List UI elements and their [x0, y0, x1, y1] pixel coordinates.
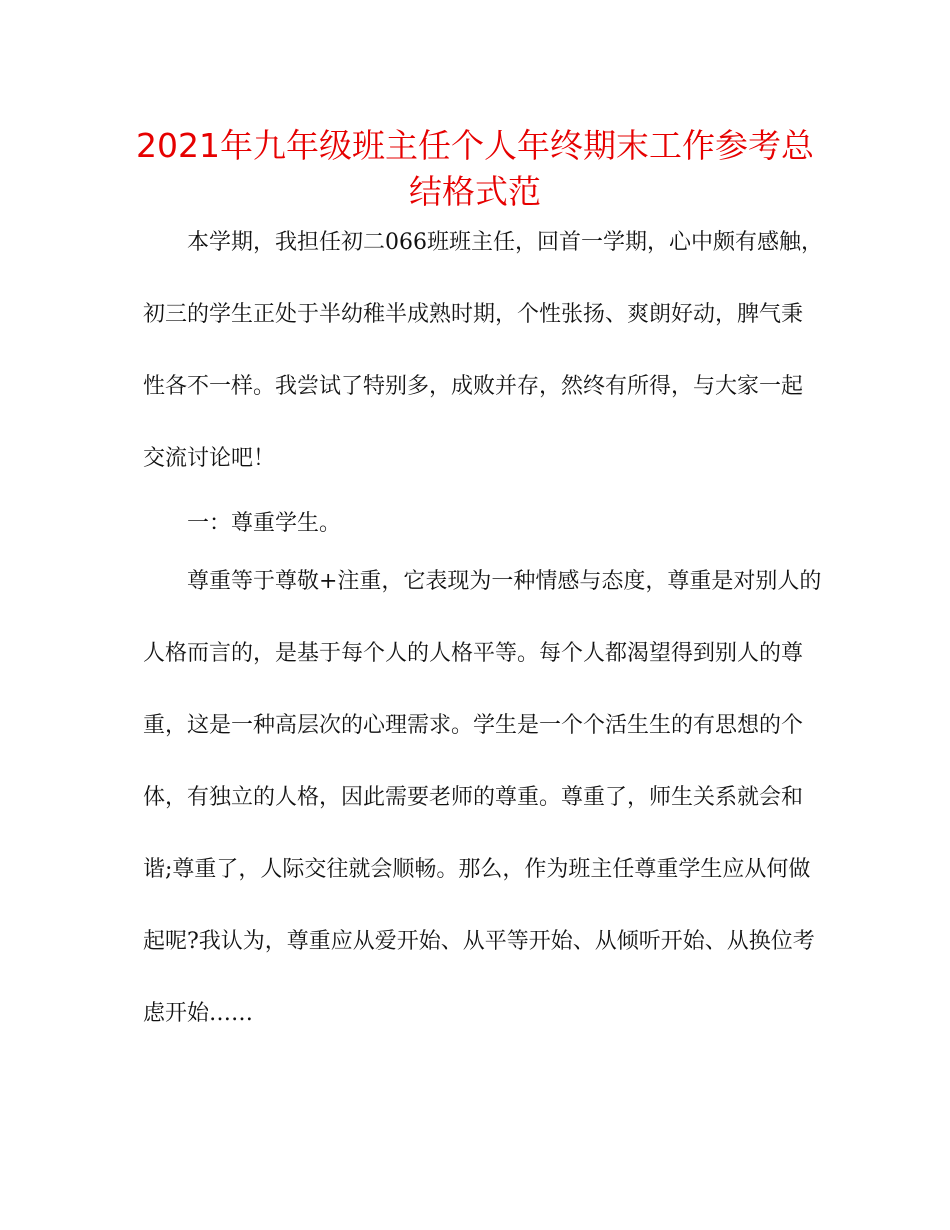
document-title-line-1: 2021年九年级班主任个人年终期末工作参考总: [136, 126, 814, 165]
paragraph-2-line-6: 起呢?我认为，尊重应从爱开始、从平等开始、从倾听开始、从换位考: [143, 929, 815, 954]
paragraph-2-line-7: 虑开始……: [143, 1001, 254, 1026]
paragraph-1-line-4: 交流讨论吧！: [143, 446, 276, 471]
paragraph-1-line-2: 初三的学生正处于半幼稚半成熟时期，个性张扬、爽朗好动，脾气秉: [143, 302, 804, 327]
paragraph-1-line-3: 性各不一样。我尝试了特别多，成败并存，然终有所得，与大家一起: [143, 374, 804, 399]
paragraph-2-line-3: 重，这是一种高层次的心理需求。学生是一个个活生生的有思想的个: [143, 713, 804, 738]
paragraph-2-line-5: 谐;尊重了，人际交往就会顺畅。那么，作为班主任尊重学生应从何做: [143, 857, 811, 882]
section-heading: 一：尊重学生。: [187, 511, 342, 536]
paragraph-2-line-1: 尊重等于尊敬+注重，它表现为一种情感与态度，尊重是对别人的: [187, 569, 822, 594]
paragraph-1-line-1: 本学期，我担任初二066班班主任，回首一学期，心中颇有感触，: [187, 230, 823, 255]
paragraph-2-line-2: 人格而言的，是基于每个人的人格平等。每个人都渴望得到别人的尊: [143, 641, 804, 666]
paragraph-2-line-4: 体，有独立的人格，因此需要老师的尊重。尊重了，师生关系就会和: [143, 785, 804, 810]
document-title-line-2: 结格式范: [409, 172, 541, 211]
